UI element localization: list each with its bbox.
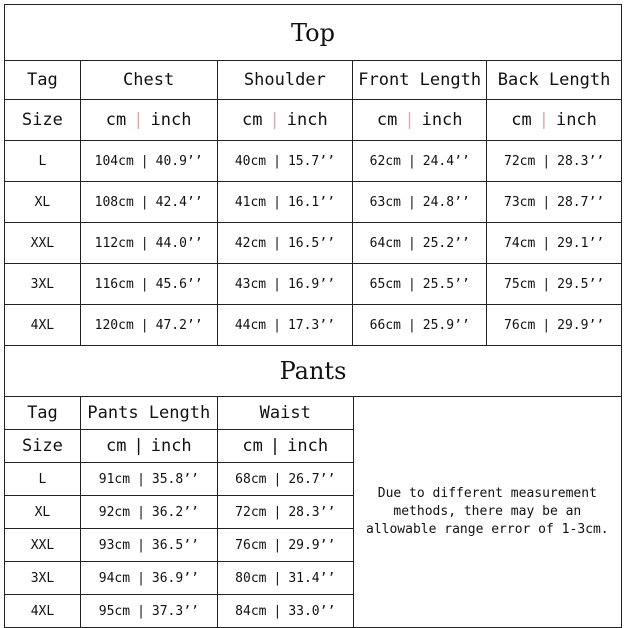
shoulder-inch: 17.3’’ xyxy=(287,317,335,333)
value-separator: | xyxy=(407,153,416,169)
shoulder-cm: 43cm xyxy=(234,276,267,292)
table-row xyxy=(5,264,622,305)
front-length-cell xyxy=(353,264,487,305)
table-row xyxy=(5,182,622,223)
waist-cell xyxy=(217,529,353,562)
table-row xyxy=(5,141,622,182)
shoulder-cell xyxy=(217,141,353,182)
waist-cell xyxy=(217,463,353,496)
shoulder-inch: 16.5’’ xyxy=(287,235,335,251)
unit-cm: cm xyxy=(376,110,398,130)
value-separator: | xyxy=(407,194,416,210)
back-cm: 72cm xyxy=(504,153,536,169)
chest-cm: 108cm xyxy=(94,194,134,210)
front-inch: 25.5’’ xyxy=(422,276,470,292)
unit-cell xyxy=(217,100,353,141)
size-label: Size xyxy=(5,100,81,141)
tag-header: Tag xyxy=(5,61,81,100)
chest-cell xyxy=(80,141,217,182)
pants-length-cell xyxy=(80,595,217,628)
value-separator: | xyxy=(273,504,282,520)
waist-cm: 68cm xyxy=(235,471,267,487)
pants-title: Pants xyxy=(5,346,622,397)
chest-cm: 112cm xyxy=(94,235,134,251)
shoulder-cell xyxy=(217,264,353,305)
value-separator: | xyxy=(542,153,551,169)
front-cm: 62cm xyxy=(369,153,401,169)
value-separator: | xyxy=(273,603,282,619)
front-inch: 25.9’’ xyxy=(422,317,470,333)
pants-length-cell xyxy=(80,463,217,496)
unit-inch: inch xyxy=(555,110,597,130)
chest-cm: 116cm xyxy=(94,276,134,292)
back-inch: 29.5’’ xyxy=(557,276,605,292)
unit-cm: cm xyxy=(242,110,263,130)
front-inch: 24.8’’ xyxy=(422,194,470,210)
unit-cm: cm xyxy=(105,436,127,456)
front-length-header: Front Length xyxy=(353,61,487,100)
tag-header: Tag xyxy=(5,397,81,430)
back-cm: 74cm xyxy=(504,235,536,251)
back-inch: 28.7’’ xyxy=(557,194,605,210)
size-cell: XL xyxy=(5,182,81,223)
waist-inch: 31.4’’ xyxy=(288,570,336,586)
chest-cell xyxy=(80,182,217,223)
table-row xyxy=(5,305,622,346)
front-cm: 66cm xyxy=(369,317,401,333)
length-inch: 35.8’’ xyxy=(151,471,199,487)
value-separator: | xyxy=(273,153,281,169)
size-label: Size xyxy=(5,430,81,463)
value-separator: | xyxy=(273,235,281,251)
chest-cell xyxy=(80,264,217,305)
back-length-header: Back Length xyxy=(487,61,622,100)
unit-separator: | xyxy=(538,110,549,130)
value-separator: | xyxy=(140,194,149,210)
unit-inch: inch xyxy=(150,110,192,130)
value-separator: | xyxy=(140,317,149,333)
pants-length-cell xyxy=(80,529,217,562)
pants-header-row xyxy=(5,397,622,430)
waist-cm: 76cm xyxy=(235,537,267,553)
length-cm: 94cm xyxy=(98,570,131,586)
front-length-cell xyxy=(353,305,487,346)
value-separator: | xyxy=(273,276,281,292)
front-length-cell xyxy=(353,141,487,182)
value-separator: | xyxy=(273,570,282,586)
unit-cell xyxy=(217,430,353,463)
chest-inch: 44.0’’ xyxy=(155,235,203,251)
back-cm: 76cm xyxy=(504,317,536,333)
unit-separator: | xyxy=(269,436,281,456)
pants-length-cell xyxy=(80,562,217,595)
back-length-cell xyxy=(487,182,622,223)
value-separator: | xyxy=(137,570,145,586)
waist-inch: 28.3’’ xyxy=(288,504,336,520)
waist-cell xyxy=(217,562,353,595)
size-cell: XL xyxy=(5,496,81,529)
front-length-cell xyxy=(353,182,487,223)
back-cm: 73cm xyxy=(504,194,536,210)
size-cell: 3XL xyxy=(5,562,81,595)
unit-inch: inch xyxy=(421,110,463,130)
back-length-cell xyxy=(487,305,622,346)
size-cell: XXL xyxy=(5,223,81,264)
size-cell: XXL xyxy=(5,529,81,562)
unit-cm: cm xyxy=(511,110,532,130)
value-separator: | xyxy=(137,471,145,487)
value-separator: | xyxy=(542,317,551,333)
unit-separator: | xyxy=(133,110,144,130)
value-separator: | xyxy=(542,276,551,292)
top-title: Top xyxy=(5,5,622,61)
size-chart xyxy=(4,4,622,622)
top-size-table xyxy=(4,4,622,346)
pants-length-header: Pants Length xyxy=(80,397,217,430)
chest-cell xyxy=(80,223,217,264)
waist-header: Waist xyxy=(217,397,353,430)
value-separator: | xyxy=(273,537,282,553)
unit-inch: inch xyxy=(150,436,192,456)
value-separator: | xyxy=(273,317,281,333)
value-separator: | xyxy=(137,603,145,619)
unit-cell xyxy=(80,100,217,141)
shoulder-cm: 44cm xyxy=(234,317,267,333)
top-header-row xyxy=(5,61,622,100)
shoulder-cm: 41cm xyxy=(234,194,267,210)
waist-cm: 80cm xyxy=(235,570,267,586)
shoulder-cell xyxy=(217,305,353,346)
chest-inch: 42.4’’ xyxy=(155,194,203,210)
value-separator: | xyxy=(273,471,282,487)
pants-size-table xyxy=(4,345,622,628)
length-cm: 93cm xyxy=(98,537,131,553)
size-cell: 4XL xyxy=(5,595,81,628)
unit-separator: | xyxy=(404,110,415,130)
back-inch: 29.9’’ xyxy=(557,317,605,333)
chest-cm: 120cm xyxy=(94,317,134,333)
front-inch: 25.2’’ xyxy=(422,235,470,251)
chest-inch: 47.2’’ xyxy=(155,317,203,333)
shoulder-inch: 16.9’’ xyxy=(287,276,335,292)
waist-cell xyxy=(217,496,353,529)
chest-header: Chest xyxy=(80,61,217,100)
waist-inch: 26.7’’ xyxy=(288,471,336,487)
unit-cell xyxy=(80,430,217,463)
measurement-note: Due to different measurement methods, there may be an allowable range error of 1-3cm. xyxy=(353,397,621,628)
unit-cell xyxy=(353,100,487,141)
pants-length-cell xyxy=(80,496,217,529)
size-cell: 4XL xyxy=(5,305,81,346)
unit-cell xyxy=(487,100,622,141)
unit-separator: | xyxy=(133,436,144,456)
back-length-cell xyxy=(487,264,622,305)
shoulder-header: Shoulder xyxy=(217,61,353,100)
back-length-cell xyxy=(487,141,622,182)
back-inch: 28.3’’ xyxy=(557,153,605,169)
front-cm: 64cm xyxy=(369,235,401,251)
waist-inch: 29.9’’ xyxy=(288,537,336,553)
value-separator: | xyxy=(542,235,551,251)
value-separator: | xyxy=(542,194,551,210)
value-separator: | xyxy=(137,504,145,520)
length-cm: 95cm xyxy=(98,603,131,619)
length-inch: 36.9’’ xyxy=(151,570,199,586)
shoulder-cell xyxy=(217,182,353,223)
waist-cm: 84cm xyxy=(235,603,267,619)
chest-cell xyxy=(80,305,217,346)
size-cell: L xyxy=(5,463,81,496)
length-cm: 91cm xyxy=(98,471,131,487)
top-unit-row xyxy=(5,100,622,141)
value-separator: | xyxy=(140,235,149,251)
back-cm: 75cm xyxy=(504,276,536,292)
shoulder-cell xyxy=(217,223,353,264)
waist-cell xyxy=(217,595,353,628)
unit-separator: | xyxy=(269,110,280,130)
size-cell: L xyxy=(5,141,81,182)
chest-cm: 104cm xyxy=(94,153,134,169)
back-length-cell xyxy=(487,223,622,264)
front-length-cell xyxy=(353,223,487,264)
unit-cm: cm xyxy=(242,436,263,456)
shoulder-inch: 15.7’’ xyxy=(287,153,335,169)
length-inch: 36.2’’ xyxy=(151,504,199,520)
front-cm: 63cm xyxy=(369,194,401,210)
length-inch: 37.3’’ xyxy=(151,603,199,619)
front-cm: 65cm xyxy=(369,276,401,292)
length-cm: 92cm xyxy=(98,504,131,520)
unit-inch: inch xyxy=(287,436,329,456)
chest-inch: 40.9’’ xyxy=(155,153,203,169)
value-separator: | xyxy=(140,276,149,292)
size-cell: 3XL xyxy=(5,264,81,305)
table-row xyxy=(5,223,622,264)
front-inch: 24.4’’ xyxy=(422,153,470,169)
chest-inch: 45.6’’ xyxy=(155,276,203,292)
back-inch: 29.1’’ xyxy=(557,235,605,251)
value-separator: | xyxy=(407,235,416,251)
length-inch: 36.5’’ xyxy=(151,537,199,553)
value-separator: | xyxy=(137,537,145,553)
value-separator: | xyxy=(407,317,416,333)
unit-cm: cm xyxy=(105,110,127,130)
shoulder-cm: 42cm xyxy=(234,235,267,251)
value-separator: | xyxy=(407,276,416,292)
value-separator: | xyxy=(273,194,281,210)
waist-cm: 72cm xyxy=(235,504,267,520)
shoulder-cm: 40cm xyxy=(234,153,267,169)
value-separator: | xyxy=(140,153,149,169)
waist-inch: 33.0’’ xyxy=(288,603,336,619)
unit-inch: inch xyxy=(286,110,328,130)
shoulder-inch: 16.1’’ xyxy=(287,194,335,210)
